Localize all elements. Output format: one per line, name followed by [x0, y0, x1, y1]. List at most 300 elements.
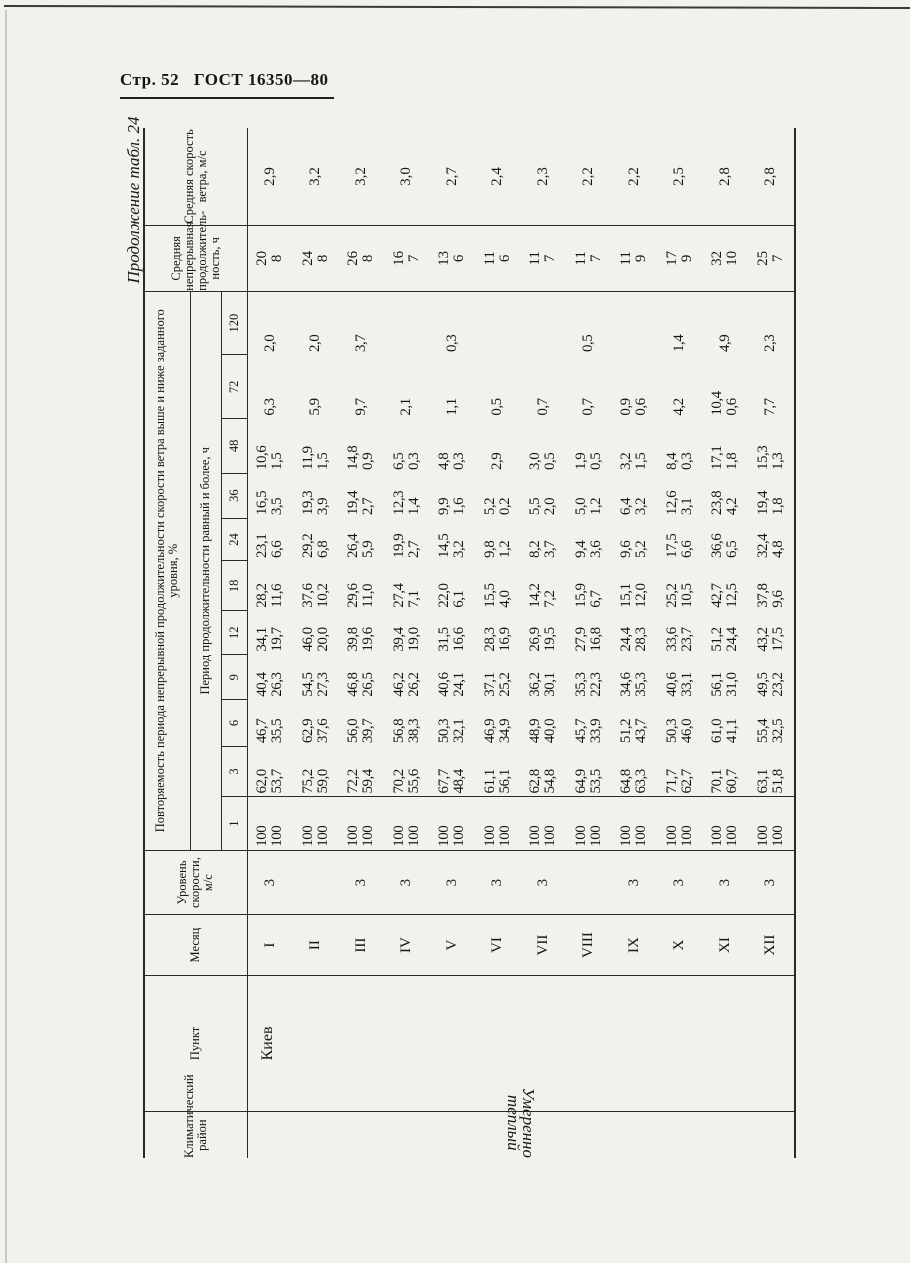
mean-duration-above: 25: [754, 250, 771, 266]
duration-72-cell: [566, 355, 612, 419]
value-above: 35,3: [572, 672, 589, 697]
duration-120-cell: [384, 291, 430, 355]
value-above: 29,2: [299, 533, 316, 558]
duration-6-cell: [612, 700, 658, 746]
mean-duration-cell: [703, 225, 749, 291]
duration-12-cell: [384, 611, 430, 655]
duration-48-cell: [247, 419, 293, 473]
duration-36-cell: [612, 473, 658, 518]
value-above: 100: [663, 825, 680, 847]
month-cell: XII: [748, 915, 795, 975]
mean-duration-below: 9: [678, 254, 695, 263]
duration-9-cell: [748, 655, 795, 700]
duration-12-cell: [430, 611, 476, 655]
value-below: 1,8: [724, 452, 741, 471]
value-below: 23,7: [678, 627, 695, 652]
value-above: 5,5: [527, 497, 544, 516]
duration-1-cell: [566, 797, 612, 850]
value-below: 25,2: [496, 672, 513, 697]
value-above: 34,6: [618, 672, 635, 697]
value-above: 2,0: [307, 334, 324, 352]
value-above: 75,2: [299, 769, 316, 794]
value-below: 59,0: [314, 769, 331, 794]
region-cell: [247, 1087, 795, 1158]
duration-72-cell: [247, 355, 293, 419]
value-above: 8,2: [527, 540, 544, 558]
value-above: 4,8: [436, 452, 453, 471]
month-cell: IV: [384, 915, 430, 975]
value-above: 10,6: [254, 445, 271, 471]
value-below: 11,6: [269, 584, 286, 608]
value-below: 1,6: [451, 497, 468, 516]
month-cell: V: [430, 915, 476, 975]
mean-duration-cell: [475, 225, 521, 291]
value-above: 37,1: [481, 672, 498, 697]
value-above: 71,7: [663, 769, 680, 794]
value-above: 2,0: [261, 334, 278, 352]
value-above: 37,8: [754, 583, 771, 608]
value-below: 26,2: [405, 672, 422, 697]
duration-3-cell: [657, 746, 703, 797]
month-cell: X: [657, 915, 703, 975]
mean-speed-cell: 2,8: [762, 167, 779, 186]
value-above: 12,6: [663, 490, 680, 516]
duration-24-cell: [566, 518, 612, 561]
value-above: 6,5: [390, 452, 407, 471]
wind-repeatability-table: [143, 128, 796, 1158]
duration-6-cell: [293, 700, 339, 746]
mean-duration-cell: [612, 225, 658, 291]
level-cell: 3: [703, 850, 749, 915]
duration-18-cell: [475, 561, 521, 611]
duration-6-cell: [657, 700, 703, 746]
value-above: 1,9: [572, 452, 589, 471]
duration-24-cell: [293, 518, 339, 561]
duration-18-cell: [657, 561, 703, 611]
value-above: 64,9: [572, 769, 589, 794]
duration-36-cell: [703, 473, 749, 518]
mean-duration-cell: [748, 225, 795, 291]
duration-24-cell: [384, 518, 430, 561]
duration-9-cell: [566, 655, 612, 700]
value-below: 100: [269, 825, 286, 847]
duration-6-cell: [566, 700, 612, 746]
header-duration-120: 120: [221, 291, 247, 355]
header-duration-72: 72: [221, 355, 247, 419]
value-above: 15,3: [754, 445, 771, 471]
mean-duration-cell: [521, 225, 567, 291]
duration-12-cell: [612, 611, 658, 655]
value-above: 100: [390, 825, 407, 847]
duration-9-cell: [339, 655, 385, 700]
duration-24-cell: [612, 518, 658, 561]
value-below: 38,3: [405, 718, 422, 744]
duration-6-cell: [247, 700, 293, 746]
duration-3-cell: [475, 746, 521, 797]
standard-number: ГОСТ 16350—80: [193, 70, 329, 89]
value-above: 40,6: [663, 672, 680, 697]
mean-duration-below: 6: [451, 254, 468, 263]
value-below: 3,7: [542, 540, 559, 558]
value-above: 25,2: [663, 583, 680, 608]
duration-9-cell: [247, 655, 293, 700]
mean-duration-below: 7: [405, 254, 422, 263]
value-below: 9,6: [769, 590, 786, 608]
mean-duration-above: 11: [527, 251, 544, 266]
table-body: [247, 128, 795, 1158]
page-header: [120, 70, 339, 90]
value-below: 1,5: [314, 452, 331, 471]
duration-18-cell: [703, 561, 749, 611]
value-below: 55,6: [405, 769, 422, 794]
value-below: 48,4: [451, 769, 468, 794]
mean-duration-above: 24: [299, 250, 316, 266]
mean-duration-cell: [384, 225, 430, 291]
value-above: 28,3: [481, 627, 498, 652]
value-below: 19,7: [269, 627, 286, 652]
duration-18-cell: [384, 561, 430, 611]
value-above: 0,5: [580, 334, 597, 352]
duration-72-cell: [293, 355, 339, 419]
value-above: 23,1: [254, 533, 271, 558]
value-below: 12,5: [724, 583, 741, 608]
value-below: 30,1: [542, 672, 559, 697]
mean-duration-cell: [430, 225, 476, 291]
value-below: 46,0: [678, 718, 695, 744]
duration-24-cell: [430, 518, 476, 561]
header-repeatability: Повторяемость периода непрерывной продолжительности скорости ветра выше и ниже заданного уровня, %: [144, 291, 190, 850]
value-above: 2,1: [398, 398, 415, 416]
duration-120-cell: [521, 291, 567, 355]
duration-3-cell: [748, 746, 795, 797]
value-above: 9,9: [436, 497, 453, 516]
value-above: 19,4: [345, 490, 362, 516]
duration-12-cell: [703, 611, 749, 655]
value-below: 1,5: [269, 452, 286, 471]
level-cell: 3: [475, 850, 521, 915]
duration-9-cell: [293, 655, 339, 700]
value-below: 23,2: [769, 672, 786, 697]
value-above: 100: [254, 825, 271, 847]
value-below: 26,5: [360, 672, 377, 697]
header-point: Пункт: [144, 975, 247, 1112]
value-below: 6,6: [269, 540, 286, 558]
duration-6-cell: [748, 700, 795, 746]
header-region: Климатический район: [144, 1112, 247, 1158]
value-above: 6,3: [261, 398, 278, 416]
value-above: 26,4: [345, 533, 362, 558]
level-cell: 3: [384, 850, 430, 915]
duration-6-cell: [703, 700, 749, 746]
value-below: 0,6: [633, 398, 650, 416]
duration-72-cell: [384, 355, 430, 419]
value-below: 12,0: [633, 583, 650, 608]
month-cell: II: [293, 915, 339, 975]
value-above: 70,1: [709, 769, 726, 794]
duration-3-cell: [566, 746, 612, 797]
value-below: 0,2: [496, 497, 513, 516]
duration-24-cell: [521, 518, 567, 561]
value-above: 100: [618, 825, 635, 847]
value-above: 51,2: [618, 718, 635, 744]
value-below: 5,2: [633, 540, 650, 558]
value-below: 31,0: [724, 672, 741, 697]
duration-36-cell: [475, 473, 521, 518]
mean-duration-cell: [566, 225, 612, 291]
value-above: 3,7: [352, 334, 369, 352]
value-above: 5,2: [481, 497, 498, 516]
value-above: 62,9: [299, 718, 316, 744]
value-above: 46,8: [345, 672, 362, 697]
header-period: Период продолжительности равный и более, ч: [190, 291, 221, 850]
value-below: 2,0: [542, 497, 559, 516]
value-above: 48,9: [527, 718, 544, 744]
level-cell: 3: [612, 850, 658, 915]
value-above: 0,9: [618, 398, 635, 416]
value-below: 100: [633, 825, 650, 847]
duration-12-cell: [566, 611, 612, 655]
month-cell: III: [339, 915, 385, 975]
duration-9-cell: [703, 655, 749, 700]
value-above: 5,0: [572, 497, 589, 516]
level-cell: 3: [247, 850, 293, 915]
mean-duration-above: 11: [618, 251, 635, 266]
mean-speed-cell: 2,4: [489, 167, 506, 186]
value-above: 14,8: [345, 445, 362, 471]
duration-24-cell: [339, 518, 385, 561]
value-below: 32,1: [451, 718, 468, 744]
value-above: 16,5: [254, 490, 271, 516]
duration-3-cell: [521, 746, 567, 797]
value-above: 50,3: [436, 718, 453, 744]
duration-18-cell: [748, 561, 795, 611]
value-above: 72,2: [345, 769, 362, 794]
value-below: 7,1: [405, 590, 422, 608]
duration-6-cell: [430, 700, 476, 746]
duration-6-cell: [339, 700, 385, 746]
value-above: 9,4: [572, 540, 589, 558]
mean-duration-below: 8: [314, 254, 331, 263]
value-below: 53,5: [587, 769, 604, 794]
mean-duration-cell: [657, 225, 703, 291]
duration-3-cell: [339, 746, 385, 797]
duration-72-cell: [703, 355, 749, 419]
value-below: 16,8: [587, 627, 604, 652]
value-below: 34,9: [496, 718, 513, 744]
mean-duration-below: 10: [724, 250, 741, 266]
value-above: 7,7: [762, 398, 779, 416]
value-below: 4,0: [496, 590, 513, 608]
duration-120-cell: [703, 291, 749, 355]
mean-duration-above: 11: [572, 251, 589, 266]
value-above: 8,4: [663, 452, 680, 471]
value-above: 17,5: [663, 533, 680, 558]
value-below: 60,7: [724, 769, 741, 794]
value-below: 24,1: [451, 672, 468, 697]
value-above: 43,2: [754, 627, 771, 652]
duration-9-cell: [657, 655, 703, 700]
value-below: 22,3: [587, 672, 604, 697]
value-below: 1,5: [633, 452, 650, 471]
value-below: 3,2: [633, 497, 650, 516]
value-above: 100: [709, 825, 726, 847]
value-above: 56,0: [345, 718, 362, 744]
value-below: 43,7: [633, 718, 650, 744]
value-below: 56,1: [496, 769, 513, 794]
level-cell: 3: [748, 850, 795, 915]
value-below: 100: [314, 825, 331, 847]
value-above: 51,2: [709, 627, 726, 652]
value-above: 54,5: [299, 672, 316, 697]
duration-1-cell: [384, 797, 430, 850]
value-below: 33,1: [678, 672, 695, 697]
duration-120-cell: [748, 291, 795, 355]
mean-speed-cell: 2,2: [580, 167, 597, 186]
header-duration-24: 24: [221, 518, 247, 561]
value-below: 6,5: [724, 540, 741, 558]
header-duration-6: 6: [221, 700, 247, 746]
duration-12-cell: [247, 611, 293, 655]
duration-48-cell: [566, 419, 612, 473]
duration-72-cell: [475, 355, 521, 419]
duration-48-cell: [748, 419, 795, 473]
duration-120-cell: [430, 291, 476, 355]
mean-speed-cell: 2,3: [534, 167, 551, 186]
level-cell: 3: [521, 850, 567, 915]
mean-duration-above: 17: [663, 250, 680, 266]
header-duration-36: 36: [221, 473, 247, 518]
duration-18-cell: [430, 561, 476, 611]
level-cell: [293, 850, 339, 915]
value-above: 32,4: [754, 533, 771, 558]
duration-48-cell: [430, 419, 476, 473]
value-above: 33,6: [663, 627, 680, 652]
value-below: 2,7: [360, 497, 377, 516]
value-above: 50,3: [663, 718, 680, 744]
header-duration-48: 48: [221, 419, 247, 473]
duration-36-cell: [430, 473, 476, 518]
mean-speed-cell: 2,9: [261, 167, 278, 186]
duration-3-cell: [430, 746, 476, 797]
value-below: 100: [451, 825, 468, 847]
mean-duration-above: 11: [481, 251, 498, 266]
duration-3-cell: [247, 746, 293, 797]
mean-duration-above: 13: [436, 250, 453, 266]
mean-speed-cell: 2,5: [671, 167, 688, 186]
value-above: 36,2: [527, 672, 544, 697]
value-below: 3,5: [269, 497, 286, 516]
duration-120-cell: [566, 291, 612, 355]
value-above: 19,4: [754, 490, 771, 516]
duration-72-cell: [748, 355, 795, 419]
mean-duration-below: 6: [496, 254, 513, 263]
value-below: 100: [587, 825, 604, 847]
duration-120-cell: [475, 291, 521, 355]
value-above: 10,4: [709, 391, 726, 416]
value-below: 6,7: [587, 590, 604, 608]
value-below: 1,3: [769, 452, 786, 471]
value-above: 4,2: [671, 398, 688, 416]
duration-36-cell: [293, 473, 339, 518]
value-below: 2,7: [405, 540, 422, 558]
value-above: 100: [572, 825, 589, 847]
value-below: 27,3: [314, 672, 331, 697]
value-above: 28,2: [254, 583, 271, 608]
value-above: 27,9: [572, 627, 589, 652]
value-above: 100: [436, 825, 453, 847]
value-above: 15,5: [481, 583, 498, 608]
value-below: 37,6: [314, 718, 331, 744]
duration-24-cell: [657, 518, 703, 561]
mean-duration-above: 16: [390, 250, 407, 266]
value-above: 70,2: [390, 769, 407, 794]
value-below: 32,5: [769, 718, 786, 744]
duration-48-cell: [612, 419, 658, 473]
value-below: 63,3: [633, 769, 650, 794]
level-cell: 3: [430, 850, 476, 915]
month-cell: IX: [612, 915, 658, 975]
value-above: 100: [299, 825, 316, 847]
mean-speed-cell: 2,7: [443, 167, 460, 186]
value-above: 24,4: [618, 627, 635, 652]
duration-12-cell: [521, 611, 567, 655]
duration-9-cell: [384, 655, 430, 700]
duration-120-cell: [657, 291, 703, 355]
value-above: 19,9: [390, 533, 407, 558]
duration-120-cell: [293, 291, 339, 355]
value-below: 28,3: [633, 627, 650, 652]
value-above: 40,4: [254, 672, 271, 697]
duration-1-cell: [339, 797, 385, 850]
duration-1-cell: [430, 797, 476, 850]
value-above: 9,7: [352, 398, 369, 416]
month-cell: VIII: [566, 915, 612, 975]
value-above: 9,6: [618, 540, 635, 558]
duration-3-cell: [384, 746, 430, 797]
duration-24-cell: [475, 518, 521, 561]
value-below: 0,6: [724, 398, 741, 416]
value-below: 6,1: [451, 590, 468, 608]
region-name: Умеренно теплый: [503, 1087, 538, 1158]
month-cell: VII: [521, 915, 567, 975]
value-above: 100: [481, 825, 498, 847]
value-below: 16,9: [496, 627, 513, 652]
mean-duration-cell: [339, 225, 385, 291]
value-above: 6,4: [618, 497, 635, 516]
value-below: 41,1: [724, 718, 741, 744]
duration-24-cell: [703, 518, 749, 561]
value-above: 19,3: [299, 490, 316, 516]
duration-36-cell: [521, 473, 567, 518]
value-above: 56,8: [390, 718, 407, 744]
value-below: 62,7: [678, 769, 695, 794]
value-above: 17,1: [709, 445, 726, 471]
value-above: 64,8: [618, 769, 635, 794]
duration-9-cell: [521, 655, 567, 700]
duration-1-cell: [293, 797, 339, 850]
value-above: 9,8: [481, 540, 498, 558]
duration-48-cell: [703, 419, 749, 473]
duration-120-cell: [339, 291, 385, 355]
duration-120-cell: [247, 291, 293, 355]
value-below: 100: [405, 825, 422, 847]
continuation-title: Продолжение табл. 24: [124, 116, 143, 284]
value-below: 3,6: [587, 540, 604, 558]
value-above: 31,5: [436, 627, 453, 652]
value-above: 2,9: [489, 452, 506, 471]
value-above: 12,3: [390, 490, 407, 516]
value-below: 100: [678, 825, 695, 847]
